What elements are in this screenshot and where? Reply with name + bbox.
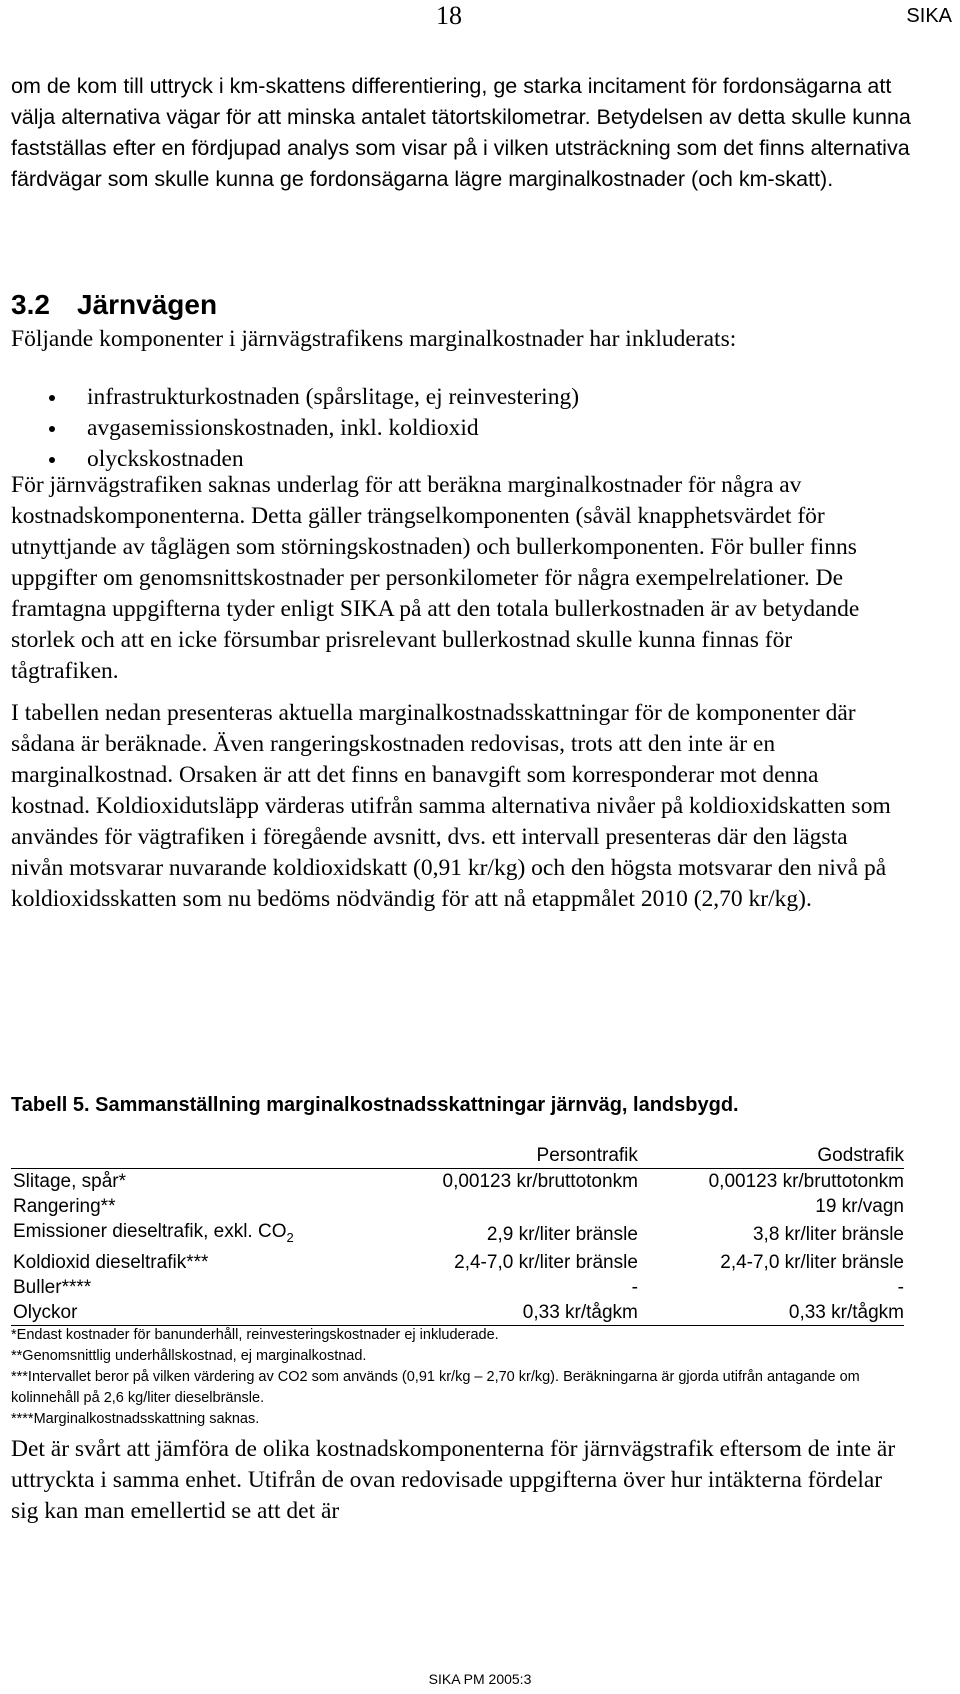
section-heading	[11, 288, 217, 322]
bullet-icon	[49, 426, 55, 432]
list-item	[11, 413, 579, 444]
row-label	[11, 1169, 312, 1195]
table-row	[11, 1275, 904, 1300]
body-paragraph: För järnvägstrafiken saknas underlag för att beräkna marginalkostnader för några av kostnadskomponenterna. Detta gäller trängselkomponenten (såväl knapphetsvärdet för utnyttjande av tåglägen som störningskostnaden) och bullerkomponenten. För buller finns uppgifter om genomsnittskostnader per personkilometer för några exempelrelationer. De framtagna uppgifterna tyder enligt SIKA på att den totala bullerkostnaden är av betydande storlek och att en icke försumbar prisrelevant bullerkostnad skulle kunna finnas för tågtrafiken.	[11, 472, 860, 684]
bullet-text: infrastrukturkostnaden (spårslitage, ej reinvestering)	[87, 384, 580, 410]
table-row	[11, 1250, 904, 1275]
table-row	[11, 1219, 904, 1250]
row-label-text: Rangering**	[13, 1196, 116, 1217]
row-label	[11, 1300, 312, 1326]
persontrafik-cell: 0,00123 kr/bruttotonkm	[442, 1171, 638, 1192]
row-label	[11, 1275, 312, 1300]
running-head: SIKA	[906, 5, 952, 27]
bullet-icon	[49, 395, 55, 401]
page-number: 18	[436, 1, 462, 30]
row-label-text: Emissioner dieseltrafik, exkl. CO	[13, 1221, 287, 1242]
list-item	[11, 382, 579, 413]
cost-table	[11, 1143, 904, 1326]
column-header: Godstrafik	[817, 1145, 904, 1166]
table-row	[11, 1194, 904, 1219]
section-title: Järnvägen	[77, 289, 218, 320]
intro-paragraph: om de kom till uttryck i km-skattens differentiering, ge starka incitament för fordonsägarna att välja alternativa vägar för att minska antalet tätortskilometrar. Betydelsen av detta skulle kunna fastställas efter en fördjupad analys som visar på i vilken utsträckning som det finns alternativa färdvägar som skulle kunna ge fordonsägarna lägre marginalkostnader (och km-skatt).	[11, 74, 911, 191]
page-footer: SIKA PM 2005:3	[428, 1671, 532, 1687]
column-header: Persontrafik	[536, 1145, 638, 1166]
godstrafik-cell: 3,8 kr/liter bränsle	[752, 1223, 904, 1245]
bullet-text: avgasemissionskostnaden, inkl. koldioxid	[87, 415, 479, 441]
persontrafik-cell: 2,9 kr/liter bränsle	[486, 1223, 638, 1245]
persontrafik-cell: 0,33 kr/tågkm	[522, 1301, 638, 1323]
persontrafik-cell: -	[631, 1276, 638, 1298]
row-label-text: Buller****	[13, 1276, 92, 1298]
section-number: 3.2	[11, 289, 50, 320]
bullet-text: olyckskostnaden	[87, 446, 244, 472]
godstrafik-cell: 19 kr/vagn	[815, 1196, 904, 1217]
footnote: ****Marginalkostnadsskattning saknas.	[11, 1411, 260, 1427]
row-label-text: Koldioxid dieseltrafik***	[13, 1251, 209, 1273]
persontrafik-cell	[312, 1194, 637, 1219]
row-label-text: Olyckor	[13, 1301, 78, 1323]
bullet-icon	[49, 457, 55, 463]
row-label	[11, 1250, 312, 1275]
column-header	[11, 1143, 312, 1169]
row-label	[11, 1219, 312, 1250]
table-header-row	[11, 1143, 904, 1169]
lead-paragraph: Följande komponenter i järnvägstrafikens marginalkostnader har inkluderats:	[11, 326, 737, 352]
row-label-subscript: 2	[286, 1229, 294, 1245]
row-label-text: Slitage, spår*	[13, 1171, 127, 1192]
footnote: ***Intervallet beror på vilken värdering av CO2 som används (0,91 kr/kg – 2,70 kr/kg). Beräkningarna är gjorda utifrån antagande om kolinnehåll på 2,6 kg/liter dieselbränsle.	[11, 1369, 860, 1406]
godstrafik-cell: 0,00123 kr/bruttotonkm	[708, 1171, 904, 1192]
godstrafik-cell: 0,33 kr/tågkm	[788, 1301, 904, 1323]
row-label	[11, 1194, 312, 1219]
table-row	[11, 1300, 904, 1326]
body-paragraph: Det är svårt att jämföra de olika kostnadskomponenterna för järnvägstrafik eftersom de inte är uttryckta i samma enhet. Utifrån de ovan redovisade uppgifterna över hur intäkterna fördelar sig kan man emellertid se att det är	[11, 1436, 896, 1524]
table-caption: Tabell 5. Sammanställning marginalkostnadsskattningar järnväg, landsbygd.	[11, 1094, 739, 1116]
footnote: **Genomsnittlig underhållskostnad, ej marginalkostnad.	[11, 1348, 367, 1364]
table-footnotes	[11, 1325, 901, 1430]
godstrafik-cell: 2,4-7,0 kr/liter bränsle	[720, 1251, 904, 1273]
persontrafik-cell: 2,4-7,0 kr/liter bränsle	[454, 1251, 638, 1273]
footnote: *Endast kostnader för banunderhåll, reinvesteringskostnader ej inkluderade.	[11, 1327, 499, 1343]
component-bullet-list	[11, 382, 579, 475]
godstrafik-cell: -	[897, 1276, 904, 1298]
body-paragraph: I tabellen nedan presenteras aktuella marginalkostnadsskattningar för de komponenter där sådana är beräknade. Även rangeringskostnaden redovisas, trots att den inte är en marginalkostnad. Orsaken är att det finns en banavgift som korresponderar mot denna kostnad. Koldioxidutsläpp värderas utifrån samma alternativa nivåer på koldioxidskatten som användes för vägtrafiken i föregående avsnitt, dvs. ett intervall presenteras där den lägsta nivån motsvarar nuvarande koldioxidskatt (0,91 kr/kg) och den högsta motsvarar den nivå på koldioxidsskatten som nu bedöms nödvändig för att nå etappmålet 2010 (2,70 kr/kg).	[11, 700, 891, 912]
table-row	[11, 1169, 904, 1195]
